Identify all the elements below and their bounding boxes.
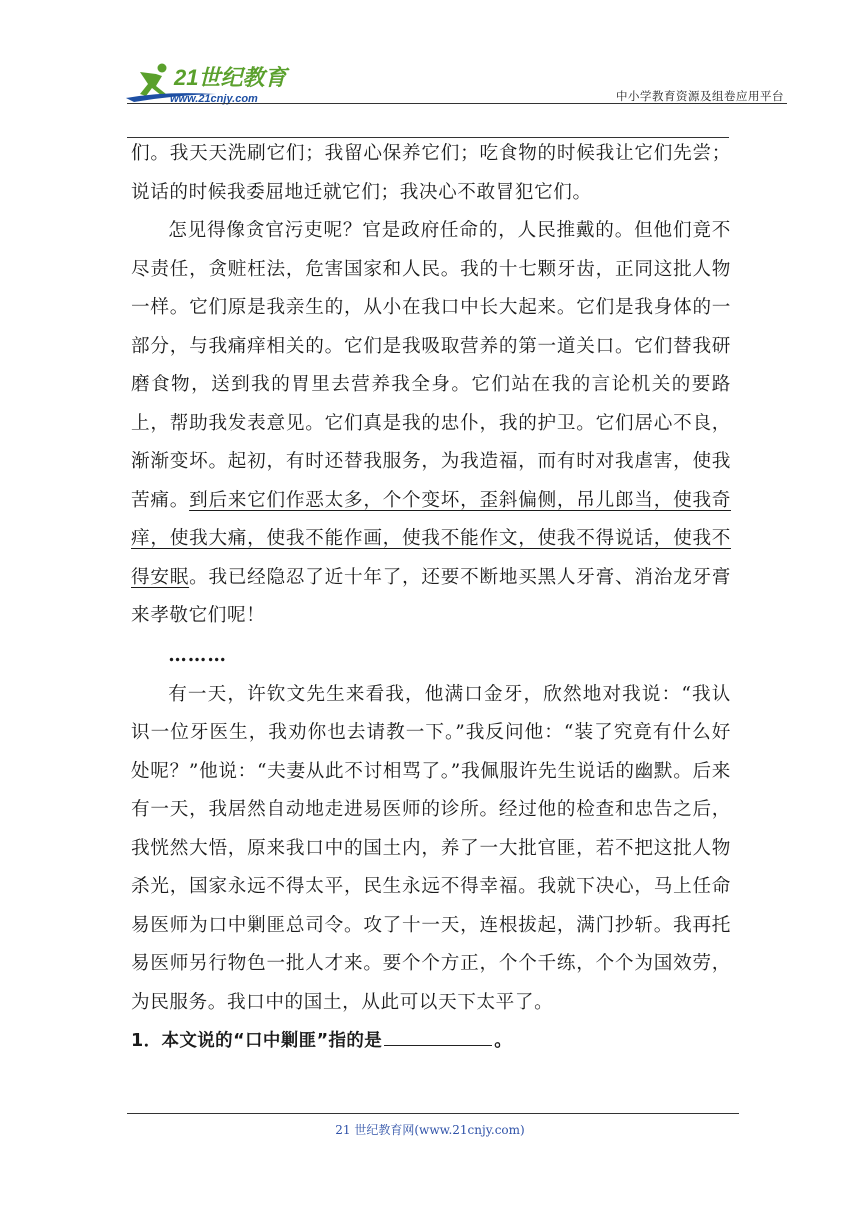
question-1-end: 。 — [494, 1031, 513, 1051]
paragraph-2-tail: 。我已经隐忍了近十年了，还要不断地买黑人牙膏、消治龙牙膏来孝敬它们呢！ — [131, 566, 731, 626]
header-divider — [127, 103, 787, 104]
platform-label: 中小学教育资源及组卷应用平台 — [616, 89, 784, 103]
underlined-sentence: 到后来它们作恶太多，个个变坏，歪斜偏侧，吊儿郎当，使我奇痒，使我大痛，使我不能作画，使我不能作文，使我不得说话，使我不得安眠 — [131, 489, 731, 588]
ellipsis: ……… — [168, 644, 227, 666]
footer-divider — [127, 1113, 739, 1114]
paragraph-2-text: 怎见得像贪官污吏呢？官是政府任命的，人民推戴的。但他们竟不尽责任，贪赃枉法，危害国家和人民。我的十七颗牙齿，正同这批人物一样。它们原是我亲生的，从小在我口中长大起来。它们是我身体的一部分，与我痛痒相关的。它们是我吸取营养的第一道关口。它们替我研磨食物，送到我的胃里去营养我全身。它们站在我的言论机关的要路上，帮助我发表意见。它们真是我的忠仆，我的护卫。它们居心不良，渐渐变坏。起初，有时还替我服务，为我造福，而有时对我虐害，使我苦痛。 — [131, 220, 731, 511]
paragraph-1: 们。我天天洗刷它们；我留心保养它们；吃食物的时候我让它们先尝；说话的时候我委屈地迁就它们；我决心不敢冒犯它们。 — [131, 143, 731, 203]
paragraph-2 — [131, 212, 731, 636]
page-header — [0, 0, 860, 110]
question-1-text: 1．本文说的“口中剿匪”指的是 — [131, 1031, 383, 1051]
footer-text: 21 世纪教育网(www.21cnjy.com) — [335, 1123, 525, 1137]
article-body — [131, 135, 731, 1061]
logo-url: www.21cnjy.com — [170, 93, 258, 105]
logo-text: 21世纪教育 — [174, 65, 287, 90]
logo — [126, 58, 296, 106]
question-1 — [131, 1022, 731, 1061]
logo-runner-icon — [126, 58, 296, 106]
paragraph-3: 有一天，许钦文先生来看我，他满口金牙，欣然地对我说：“我认识一位牙医生，我劝你也去请教一下。”我反问他：“装了究竟有什么好处呢？”他说：“夫妻从此不讨相骂了。”我佩服许先生说话的幽默。后来有一天，我居然自动地走进易医师的诊所。经过他的检查和忠告之后，我恍然大悟，原来我口中的国土内，养了一大批官匪，若不把这批人物杀光，国家永远不得太平，民生永远不得幸福。我就下决心，马上任命易医师为口中剿匪总司令。攻了十一天，连根拔起，满门抄斩。我再托易医师另行物色一批人才来。要个个方正，个个千练，个个为国效劳，为民服务。我口中的国土，从此可以天下太平了。 — [131, 683, 731, 1013]
answer-blank[interactable] — [384, 1027, 492, 1046]
